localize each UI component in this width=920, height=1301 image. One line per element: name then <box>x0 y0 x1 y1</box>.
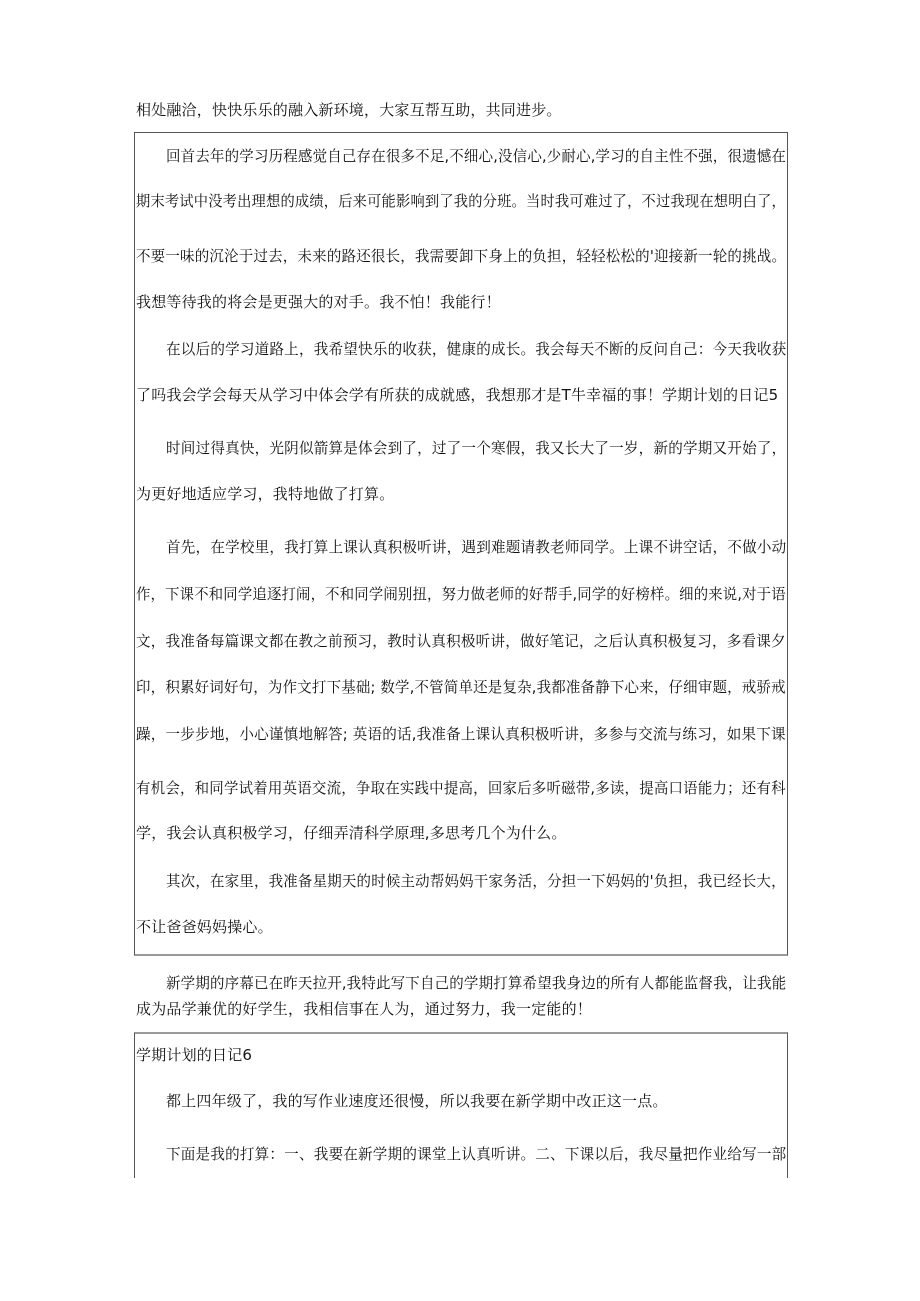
text-line: 躁，一步步地，小心谨慎地解答; 英语的话,我准备上课认真积极听讲，多参与交流与练习，如果下课 <box>136 725 786 743</box>
text-line: 都上四年级了，我的写作业速度还很慢，所以我要在新学期中改正这一点。 <box>166 1092 668 1110</box>
text-line: 有机会，和同学试着用英语交流，争取在实践中提高，回家后多听磁带,多读，提高口语能力；还有科 <box>136 779 786 797</box>
text-line: 为更好地适应学习，我特地做了打算。 <box>136 485 395 503</box>
text-line: 期末考试中没考出理想的成绩，后来可能影响到了我的分班。当时我可难过了，不过我现在想明白了， <box>136 192 787 210</box>
text-line: 我想等待我的将会是更强大的对手。我不怕！我能行！ <box>136 293 501 311</box>
text-line: 学期计划的日记6 <box>136 1046 253 1064</box>
text-line: 不要一味的沉沦于过去，未来的路还很长，我需要卸下身上的负担，轻轻松松的'迎接新一轮的挑战。 <box>136 247 787 265</box>
text-line: 回首去年的学习历程感觉自己存在很多不足,不细心,没信心,少耐心,学习的自主性不强，很遗憾在 <box>166 147 787 165</box>
text-line: 作，下课不和同学追逐打闹，不和同学闹别扭，努力做老师的好帮手,同学的好榜样。细的来说,对于语 <box>136 585 786 603</box>
text-line: 成为品学兼优的好学生，我相信事在人为，通过努力，我一定能的！ <box>136 1000 593 1018</box>
text-line: 学，我会认真积极学习，仔细弄清科学原理,多思考几个为什么。 <box>136 824 567 842</box>
text-line: 首先，在学校里，我打算上课认真积极听讲，遇到难题请教老师同学。上课不讲空话，不做小动 <box>166 538 787 556</box>
text-line: 了吗我会学会每天从学习中体会学有所获的成就感，我想那才是T牛幸福的事！学期计划的日记5 <box>136 386 779 404</box>
text-line: 印，积累好词好句，为作文打下基础; 数学,不管简单还是复杂,我都准备静下心来，仔细审题，戒骄戒 <box>136 678 786 696</box>
text-line: 下面是我的打算：一、我要在新学期的课堂上认真听讲。二、下课以后，我尽量把作业给写一部 <box>166 1145 787 1163</box>
text-line: 时间过得真快，光阴似箭算是体会到了，过了一个寒假，我又长大了一岁，新的学期又开始了， <box>166 439 787 457</box>
text-line: 文，我准备每篇课文都在教之前预习，教时认真积极听讲，做好笔记，之后认真积极复习，多看课夕 <box>136 632 786 650</box>
text-line: 新学期的序幕已在昨天拉开,我特此写下自己的学期打算希望我身边的所有人都能监督我，让我能 <box>166 974 787 992</box>
text-line: 在以后的学习道路上，我希望快乐的收获，健康的成长。我会每天不断的反问自己：今天我收获 <box>166 340 787 358</box>
text-line: 不让爸爸妈妈操心。 <box>136 918 273 936</box>
text-line: 其次，在家里，我准备星期天的时候主动帮妈妈干家务活，分担一下妈妈的'负担，我已经长大， <box>166 872 786 890</box>
text-line: 相处融洽，快快乐乐的融入新环境，大家互帮互助，共同进步。 <box>136 101 562 119</box>
